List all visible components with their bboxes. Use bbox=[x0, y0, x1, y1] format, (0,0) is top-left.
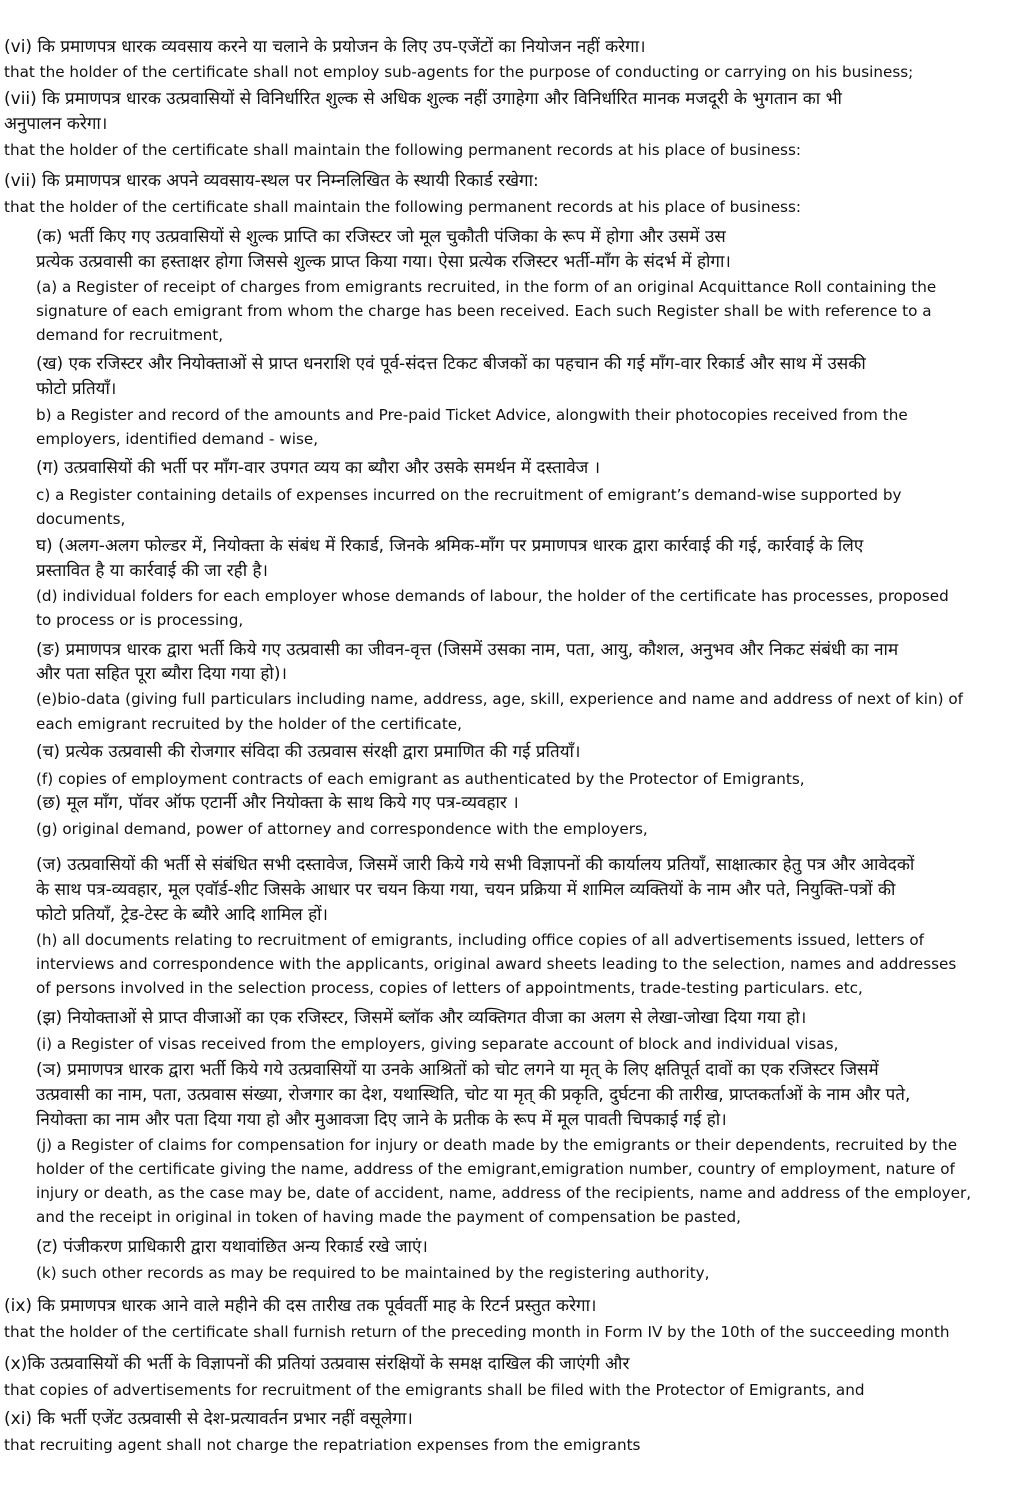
item-g-english: (g) original demand, power of attorney and correspondence with the employers, bbox=[36, 820, 648, 838]
item-i-hindi: (झ) नियोक्ताओं से प्राप्त वीजाओं का एक रजिस्टर, जिसमें ब्लॉक और व्यक्तिगत वीजा का अलग से लेखा-जोखा दिया गया हो। bbox=[36, 1008, 807, 1028]
item-b-hindi-line-1: (ख) एक रजिस्टर और नियोक्ताओं से प्राप्त धनराशि एवं पूर्व-संदत्त टिकट बीजकों का पहचान की गई माँग-वार रिकार्ड और साथ में उसकी bbox=[36, 354, 866, 374]
clause-vi-hindi: (vi) कि प्रमाणपत्र धारक व्यवसाय करने या चलाने के प्रयोजन के लिए उप-एजेंटों का नियोजन नहीं करेगा। bbox=[4, 37, 646, 57]
clause-vii-a-hindi-line-2: अनुपालन करेगा। bbox=[4, 114, 108, 134]
clause-xi-hindi: (xi) कि भर्ती एजेंट उत्प्रवासी से देश-प्रत्यावर्तन प्रभार नहीं वसूलेगा। bbox=[4, 1409, 413, 1429]
item-j-hindi-line-1: (ञ) प्रमाणपत्र धारक द्वारा भर्ती किये गये उत्प्रवासियों या उनके आश्रितों को चोट लगने या मृत् के लिए क्षतिपूर्त दावों का एक रजिस्टर जिसमें bbox=[36, 1060, 879, 1080]
item-h-english-line-2: interviews and correspondence with the applicants, original award sheets leading to the selection, names and addresses bbox=[36, 955, 957, 973]
clause-vii-b-hindi: (vii) कि प्रमाणपत्र धारक अपने व्यवसाय-स्थल पर निम्नलिखित के स्थायी रिकार्ड रखेगा: bbox=[4, 171, 539, 191]
item-b-english-line-2: employers, identified demand - wise, bbox=[36, 430, 319, 448]
item-c-hindi: (ग) उत्प्रवासियों की भर्ती पर माँग-वार उपगत व्यय का ब्यौरा और उसके समर्थन में दस्तावेज । bbox=[36, 458, 601, 478]
item-e-hindi-line-1: (ङ) प्रमाणपत्र धारक द्वारा भर्ती किये गए उत्प्रवासी का जीवन-वृत्त (जिसमें उसका नाम, पता, आयु, कौशल, अनुभव और निकट संबंधी का नाम bbox=[36, 640, 899, 660]
clause-vii-a-hindi-line-1: (vii) कि प्रमाणपत्र धारक उत्प्रवासियों से विनिर्धारित शुल्क से अधिक शुल्क नहीं उगाहेगा और विनिर्धारित मानक मजदूरी के भुगतान का भी bbox=[4, 89, 842, 109]
item-e-hindi-line-2: और पता सहित पूरा ब्यौरा दिया गया हो)। bbox=[36, 664, 287, 684]
clause-vi-english: that the holder of the certificate shall not employ sub-agents for the purpose of conducting or carrying on his business; bbox=[4, 63, 914, 81]
clause-ix-english: that the holder of the certificate shall furnish return of the preceding month in Form IV by the 10th of the succeeding month bbox=[4, 1323, 950, 1341]
item-j-english-line-3: injury or death, as the case may be, date of accident, name, address of the recipients, name and address of the employer, bbox=[36, 1184, 972, 1202]
item-h-english-line-1: (h) all documents relating to recruitment of emigrants, including office copies of all advertisements issued, letters of bbox=[36, 931, 925, 949]
item-h-english-line-3: of persons involved in the selection process, copies of letters of appointments, trade-testing particulars. etc, bbox=[36, 979, 863, 997]
item-a-hindi-line-2: प्रत्येक उत्प्रवासी का हस्ताक्षर होगा जिससे शुल्क प्राप्त किया गया। ऐसा प्रत्येक रजिस्टर भर्ती-माँग के संदर्भ में होगा। bbox=[36, 252, 731, 272]
clause-ix-hindi: (ix) कि प्रमाणपत्र धारक आने वाले महीने की दस तारीख तक पूर्ववर्ती माह के रिटर्न प्रस्तुत करेगा। bbox=[4, 1296, 597, 1316]
item-h-hindi-line-2: के साथ पत्र-व्यवहार, मूल एवॉर्ड-शीट जिसके आधार पर चयन किया गया, चयन प्रक्रिया में शामिल व्यक्तियों के नाम और पते, नियुक्ति-पत्रों की bbox=[36, 880, 896, 900]
item-e-english-line-2: each emigrant recruited by the holder of the certificate, bbox=[36, 715, 462, 733]
item-d-english-line-1: (d) individual folders for each employer whose demands of labour, the holder of the certificate has processes, proposed bbox=[36, 587, 949, 605]
item-j-english-line-4: and the receipt in original in token of having made the payment of compensation be pasted, bbox=[36, 1208, 741, 1226]
item-e-english-line-1: (e)bio-data (giving full particulars including name, address, age, skill, experience and name and address of next of kin) of bbox=[36, 690, 963, 708]
item-h-hindi-line-1: (ज) उत्प्रवासियों की भर्ती से संबंधित सभी दस्तावेज, जिसमें जारी किये गये सभी विज्ञापनों की कार्यालय प्रतियाँ, साक्षात्कार हेतु पत्र और आवेदकों bbox=[36, 855, 915, 875]
item-a-english-line-2: signature of each emigrant from whom the charge has been received. Each such Register shall be with reference to a bbox=[36, 302, 932, 320]
item-j-hindi-line-3: नियोक्ता का नाम और पता दिया गया हो और मुआवजा दिए जाने के प्रतीक के रूप में मूल पावती चिपकाई गई हो। bbox=[36, 1110, 727, 1130]
item-b-hindi-line-2: फोटो प्रतियाँ। bbox=[36, 379, 117, 399]
item-d-english-line-2: to process or is processing, bbox=[36, 611, 244, 629]
item-i-english: (i) a Register of visas received from the employers, giving separate account of block and individual visas, bbox=[36, 1035, 839, 1053]
clause-x-english: that copies of advertisements for recruitment of the emigrants shall be filed with the Protector of Emigrants, and bbox=[4, 1381, 865, 1399]
item-j-hindi-line-2: उत्प्रवासी का नाम, पता, उत्प्रवास संख्या, रोजगार का देश, यथास्थिति, चोट या मृत् की प्रकृति, दुर्घटना की तारीख, प्राप्तकर्ताओं के नाम और पते, bbox=[36, 1085, 911, 1105]
item-g-hindi: (छ) मूल माँग, पॉवर ऑफ एटार्नी और नियोक्ता के साथ किये गए पत्र-व्यवहार । bbox=[36, 793, 519, 813]
item-h-hindi-line-3: फोटो प्रतियाँ, ट्रेड-टेस्ट के ब्यौरे आदि शामिल हों। bbox=[36, 905, 328, 925]
item-c-english-line-2: documents, bbox=[36, 510, 126, 528]
clause-vii-b-english: that the holder of the certificate shall maintain the following permanent records at his place of business: bbox=[4, 198, 801, 216]
item-k-english: (k) such other records as may be required to be maintained by the registering authority, bbox=[36, 1264, 710, 1282]
item-b-english-line-1: b) a Register and record of the amounts and Pre-paid Ticket Advice, alongwith their photocopies received from the bbox=[36, 406, 908, 424]
item-f-english: (f) copies of employment contracts of each emigrant as authenticated by the Protector of Emigrants, bbox=[36, 770, 805, 788]
item-c-english-line-1: c) a Register containing details of expenses incurred on the recruitment of emigrant’s demand-wise supported by bbox=[36, 486, 902, 504]
clause-vii-a-english: that the holder of the certificate shall maintain the following permanent records at his place of business: bbox=[4, 141, 801, 159]
item-a-hindi-line-1: (क) भर्ती किए गए उत्प्रवासियों से शुल्क प्राप्ति का रजिस्टर जो मूल चुकौती पंजिका के रूप में होगा और उसमें उस bbox=[36, 227, 726, 247]
clause-x-hindi: (x)कि उत्प्रवासियों की भर्ती के विज्ञापनों की प्रतियां उत्प्रवास संरक्षियों के समक्ष दाखिल की जाएंगी और bbox=[4, 1354, 630, 1374]
item-d-hindi-line-2: प्रस्तावित है या कार्रवाई की जा रही है। bbox=[36, 561, 268, 581]
item-j-english-line-1: (j) a Register of claims for compensation for injury or death made by the emigrants or their dependents, recruited by the bbox=[36, 1136, 958, 1154]
item-k-hindi: (ट) पंजीकरण प्राधिकारी द्वारा यथावांछित अन्य रिकार्ड रखे जाएं। bbox=[36, 1237, 428, 1257]
item-a-english-line-1: (a) a Register of receipt of charges from emigrants recruited, in the form of an original Acquittance Roll containing the bbox=[36, 278, 937, 296]
clause-xi-english: that recruiting agent shall not charge the repatriation expenses from the emigrants bbox=[4, 1436, 641, 1454]
item-j-english-line-2: holder of the certificate giving the name, address of the emigrant,emigration number, country of employment, nature of bbox=[36, 1160, 955, 1178]
item-f-hindi: (च) प्रत्येक उत्प्रवासी की रोजगार संविदा की उत्प्रवास संरक्षी द्वारा प्रमाणित की गई प्रतियाँ। bbox=[36, 742, 581, 762]
item-d-hindi-line-1: घ) (अलग-अलग फोल्डर में, नियोक्ता के संबंध में रिकार्ड, जिनके श्रमिक-माँग पर प्रमाणपत्र धारक द्वारा कार्रवाई की गई, कार्रवाई के लिए bbox=[36, 536, 864, 556]
item-a-english-line-3: demand for recruitment, bbox=[36, 326, 224, 344]
